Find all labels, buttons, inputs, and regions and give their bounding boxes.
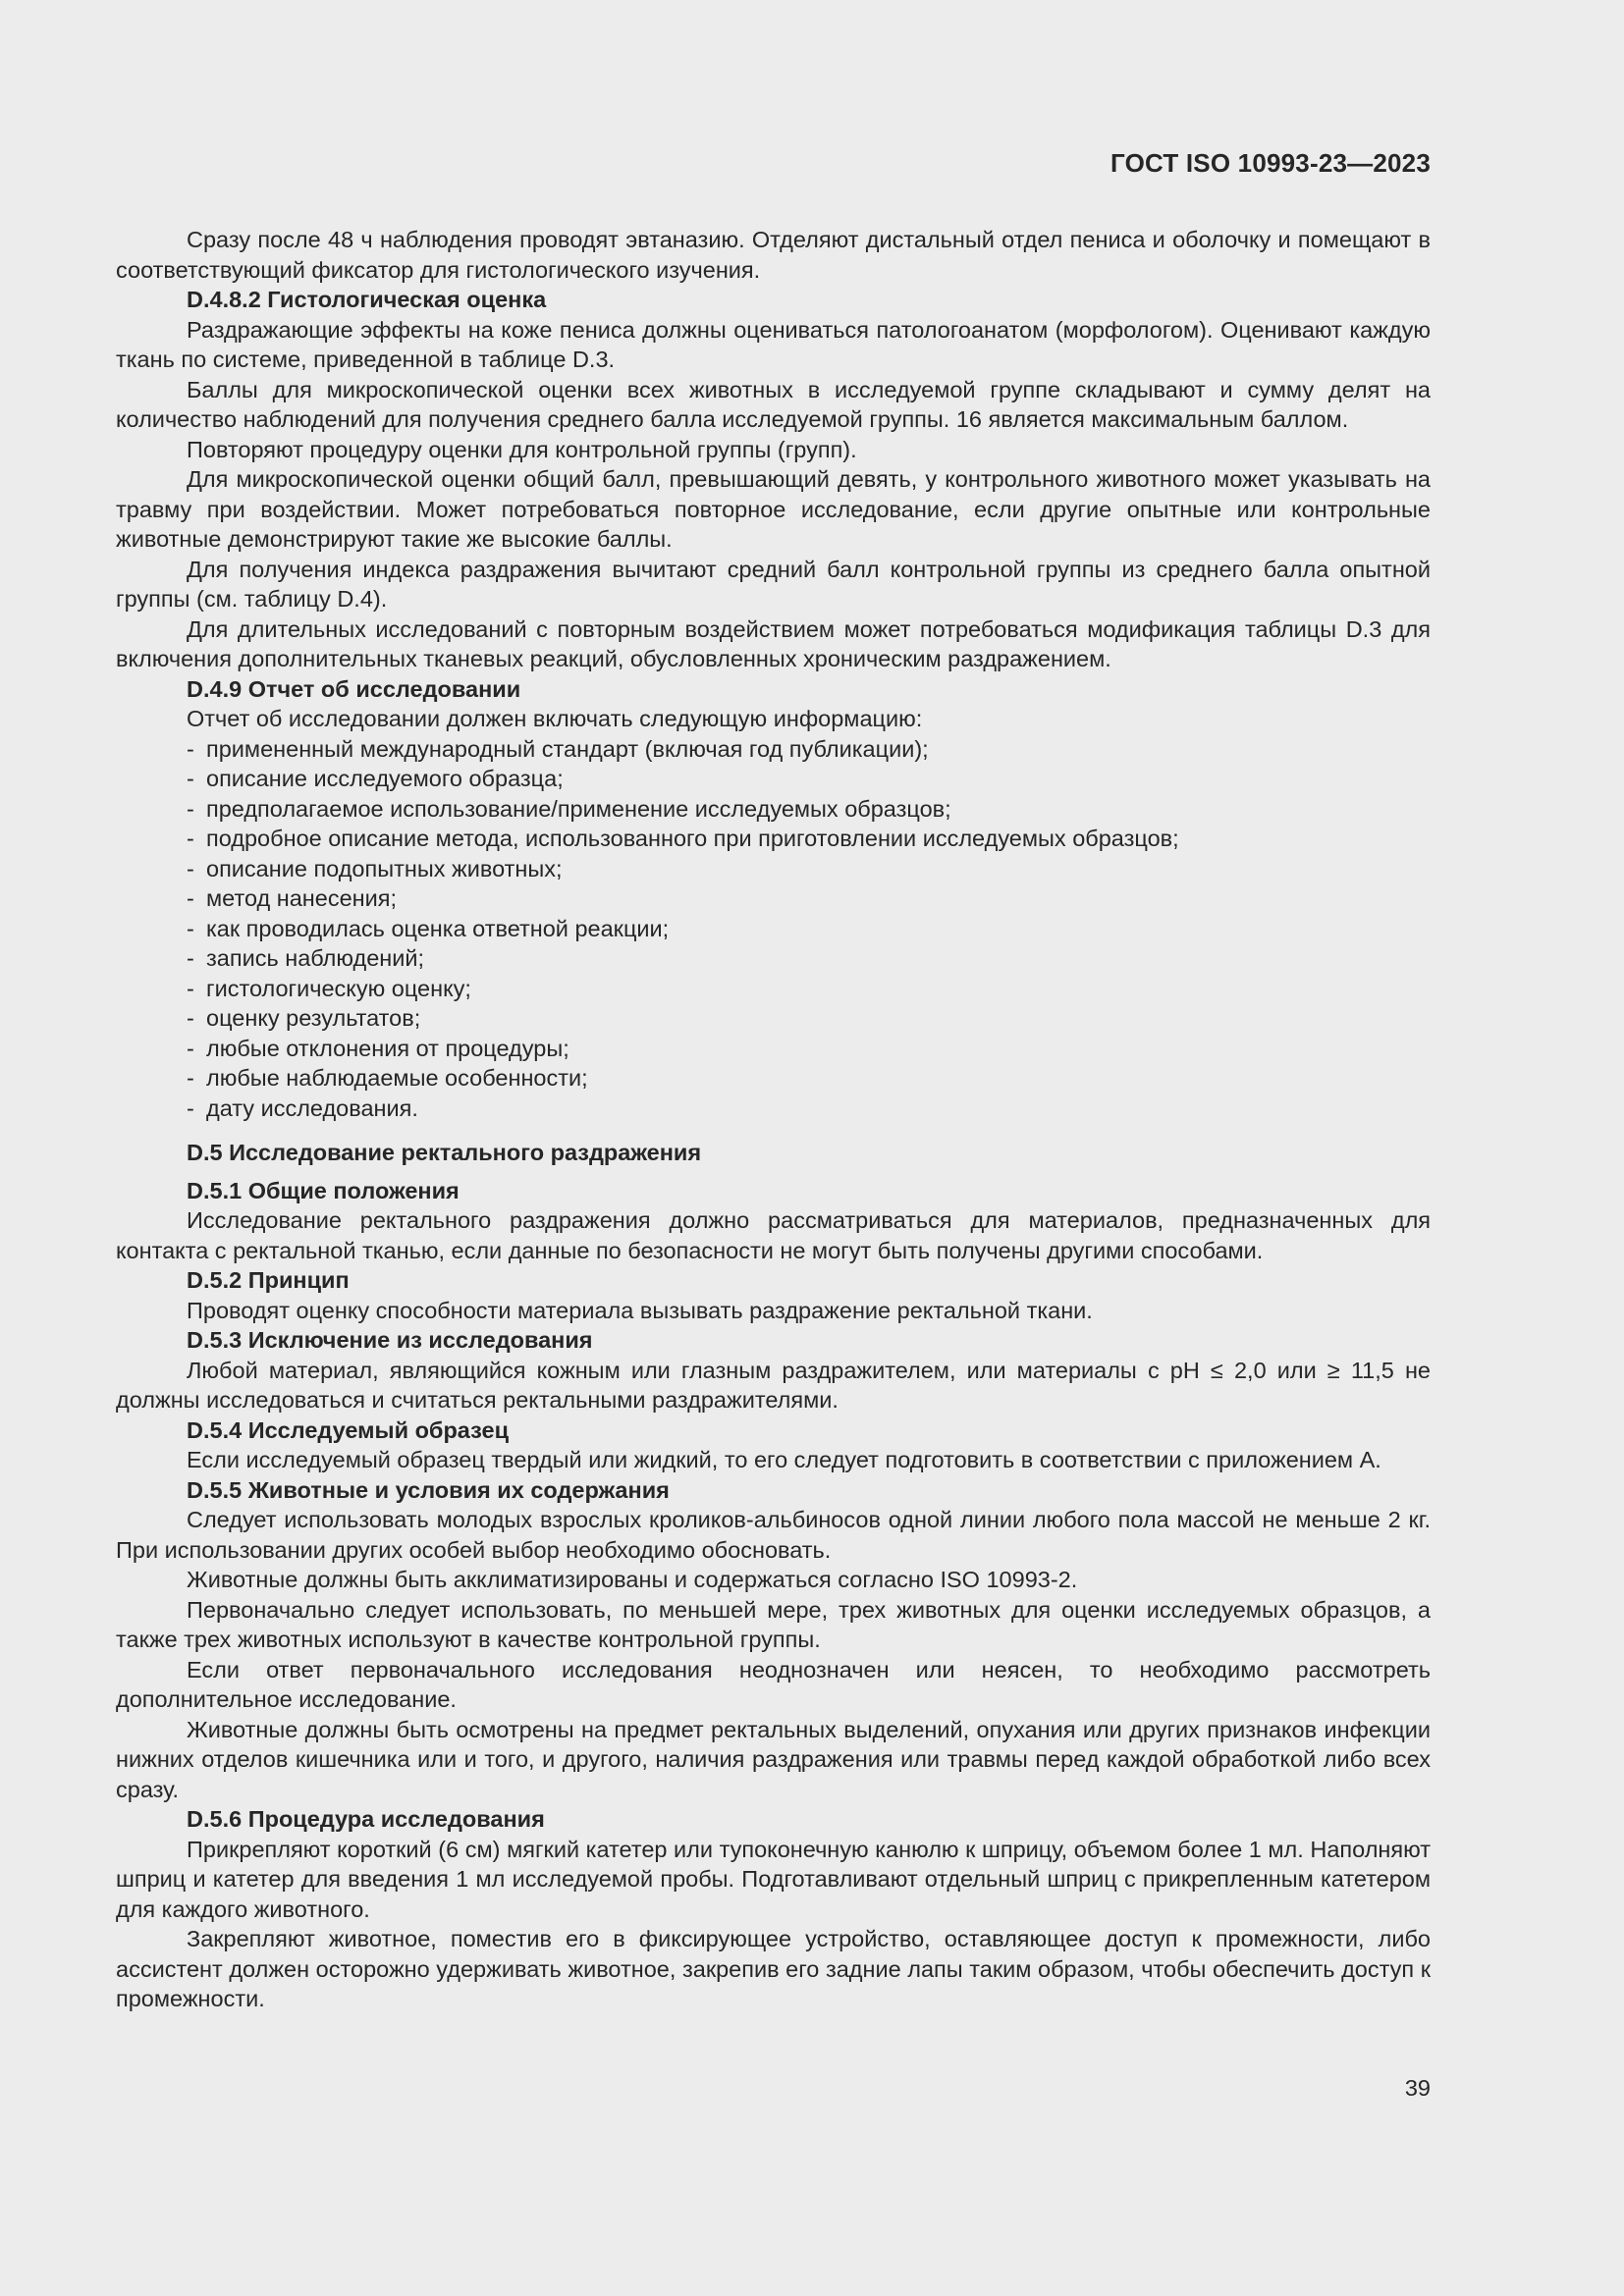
list-item: - как проводилась оценка ответной реакции; (187, 915, 670, 941)
section-heading-d5: D.5 Исследование ректального раздражения (187, 1140, 702, 1165)
paragraph: Для длительных исследований с повторным воздействием может потребоваться модификация таблицы D.3 для включения дополнительных тканевых реакций, обусловленных хроническим раздражением. (116, 615, 1431, 671)
list-item: - гистологическую оценку; (187, 975, 471, 1001)
page-number: 39 (1404, 2075, 1431, 2101)
report-items-list (116, 734, 1431, 1124)
document-body (116, 225, 1431, 2014)
heading-d53: D.5.3 Исключение из исследования (187, 1327, 593, 1353)
paragraph: Раздражающие эффекты на коже пениса должны оцениваться патологоанатом (морфологом). Оценивают каждую ткань по системе, приведенной в таблице D.3. (116, 316, 1431, 372)
list-item: - оценку результатов; (187, 1005, 421, 1031)
heading-d56: D.5.6 Процедура исследования (187, 1806, 545, 1832)
list-item: - примененный международный стандарт (включая год публикации); (187, 735, 929, 762)
paragraph: Повторяют процедуру оценки для контрольной группы (групп). (187, 436, 857, 462)
list-item: - любые отклонения от процедуры; (187, 1035, 569, 1061)
heading-d52: D.5.2 Принцип (187, 1267, 350, 1293)
heading-d55: D.5.5 Животные и условия их содержания (187, 1476, 670, 1503)
standard-header: ГОСТ ISO 10993-23—2023 (1110, 148, 1431, 178)
paragraph: Для получения индекса раздражения вычитают средний балл контрольной группы из среднего балла опытной группы (см. таблицу D.4). (116, 556, 1431, 612)
list-item: - дату исследования. (187, 1095, 418, 1121)
paragraph: Если исследуемый образец твердый или жидкий, то его следует подготовить в соответствии с приложением А. (187, 1447, 1381, 1472)
document-page (116, 0, 1431, 2296)
paragraph: Первоначально следует использовать, по меньшей мере, трех животных для оценки исследуемых образцов, а также трех животных используют в качестве контрольной группы. (116, 1596, 1431, 1652)
list-item: - запись наблюдений; (187, 945, 425, 971)
heading-d54: D.5.4 Исследуемый образец (187, 1416, 510, 1443)
list-item: - описание подопытных животных; (187, 855, 563, 881)
heading-d482: D.4.8.2 Гистологическая оценка (187, 287, 547, 312)
list-item: - метод нанесения; (187, 885, 398, 911)
paragraph: Любой материал, являющийся кожным или глазным раздражителем, или материалы с pH ≤ 2,0 или ≥ 11,5 не должны исследоваться и считаться ректальными раздражителями. (116, 1357, 1431, 1413)
paragraph: Баллы для микроскопической оценки всех животных в исследуемой группе складывают и сумму делят на количество наблюдений для получения среднего балла исследуемой группы. 16 является максимальным баллом. (116, 376, 1431, 432)
paragraph: Животные должны быть осмотрены на предмет ректальных выделений, опухания или других признаков инфекции нижних отделов кишечника или и того, и другого, наличия раздражения или травмы перед каждой обработкой либо всех сразу. (116, 1716, 1431, 1802)
list-item: - предполагаемое использование/применение исследуемых образцов; (187, 795, 951, 822)
paragraph: Следует использовать молодых взрослых кроликов-альбиносов одной линии любого пола массой не меньше 2 кг. При использовании других особей выбор необходимо обосновать. (116, 1507, 1431, 1563)
paragraph: Исследование ректального раздражения должно рассматриваться для материалов, предназначенных для контакта с ректальной тканью, если данные по безопасности не могут быть получены другими способами. (116, 1207, 1431, 1263)
paragraph: Проводят оценку способности материала вызывать раздражение ректальной ткани. (187, 1297, 1093, 1323)
paragraph: Закрепляют животное, поместив его в фиксирующее устройство, оставляющее доступ к промежности, либо ассистент должен осторожно удерживать животное, закрепив его задние лапы таким образом, чтобы обеспечить доступ к промежности. (116, 1926, 1431, 2011)
paragraph: Для микроскопической оценки общий балл, превышающий девять, у контрольного животного может указывать на травму при воздействии. Может потребоваться повторное исследование, если другие опытные или контрольные животные демонстрируют такие же высокие баллы. (116, 466, 1431, 552)
paragraph: Прикрепляют короткий (6 см) мягкий катетер или тупоконечную канюлю к шприцу, объемом более 1 мл. Наполняют шприц и катетер для введения 1 мл исследуемой пробы. Подготавливают отдельный шприц с прикрепленным катетером для каждого животного. (116, 1836, 1431, 1922)
paragraph: Отчет об исследовании должен включать следующую информацию: (187, 706, 923, 731)
heading-d51: D.5.1 Общие положения (187, 1177, 460, 1203)
paragraph: Животные должны быть акклиматизированы и содержаться согласно ISO 10993-2. (187, 1567, 1078, 1592)
paragraph: Если ответ первоначального исследования неоднозначен или неясен, то необходимо рассмотреть дополнительное исследование. (116, 1656, 1431, 1712)
paragraph: Сразу после 48 ч наблюдения проводят эвтаназию. Отделяют дистальный отдел пениса и оболочку и помещают в соответствующий фиксатор для гистологического изучения. (116, 227, 1431, 283)
list-item: - описание исследуемого образца; (187, 766, 564, 791)
list-item: - подробное описание метода, использованного при приготовлении исследуемых образцов; (187, 826, 1179, 851)
heading-d49: D.4.9 Отчет об исследовании (187, 675, 521, 702)
list-item: - любые наблюдаемые особенности; (187, 1065, 588, 1091)
